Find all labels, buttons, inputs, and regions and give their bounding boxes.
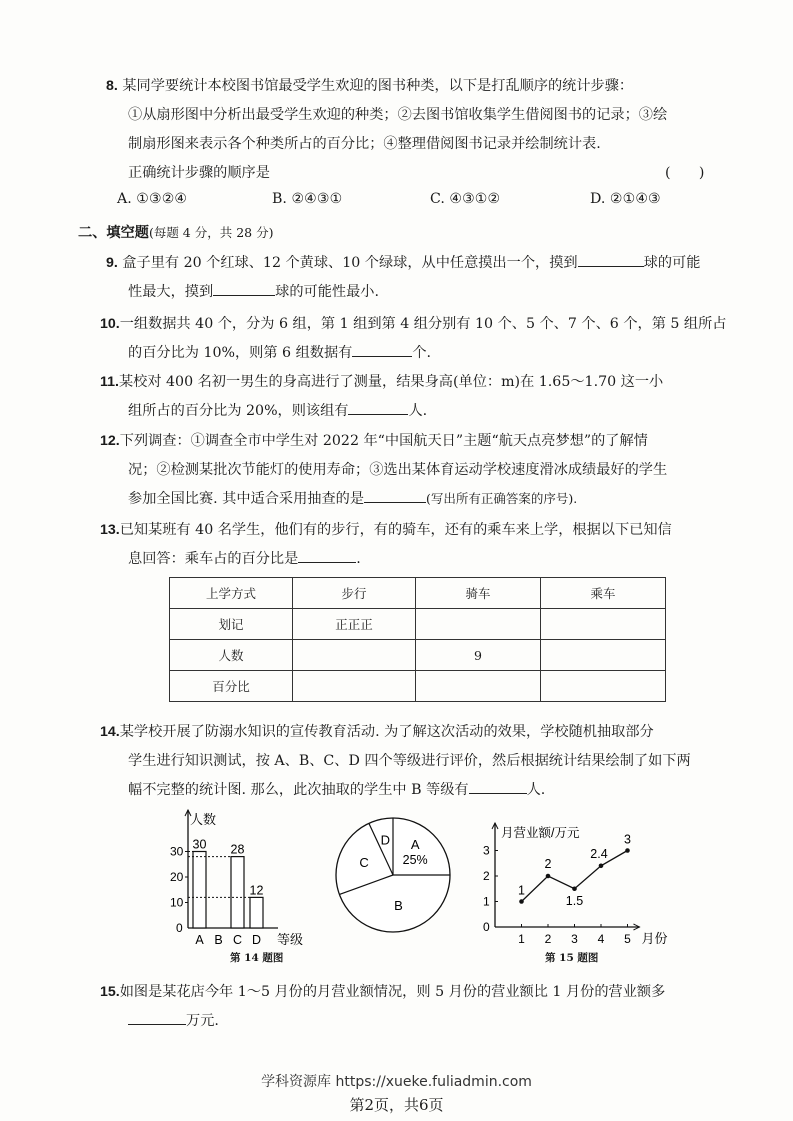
answer-blank[interactable] [298, 548, 356, 563]
q11-line2: 组所占的百分比为 20%，则该组有 人. [128, 400, 427, 420]
table-header-cell: 步行 [293, 578, 416, 609]
q12-line3: 参加全国比赛. 其中适合采用抽查的是 (写出所有正确答案的序号). [128, 488, 577, 508]
section-title: 二、填空题(每题 4 分，共 28 分) [78, 225, 274, 241]
x-axis-label: 等级 [277, 932, 304, 947]
watermark-text: 学科资源库 https://xueke.fuliadmin.com [261, 1074, 532, 1090]
data-label: 30 [192, 837, 207, 852]
pie-label-A: A [410, 836, 420, 852]
y-tick-label: 0 [483, 920, 490, 934]
q10-line1: 10.一组数据共 40 个，分为 6 组，第 1 组到第 4 组分别有 10 个、5 个、7 个、6 个，第 5 组所占 [100, 316, 727, 332]
data-point [546, 874, 551, 879]
table-cell [416, 609, 541, 640]
table-cell [541, 640, 666, 671]
x-tick-label: 4 [597, 932, 605, 946]
bar-chart [160, 800, 320, 948]
pie-label-C: C [359, 855, 369, 871]
data-label: 1.5 [565, 893, 584, 908]
pie-percent-label: 25% [402, 852, 428, 867]
y-tick-label: 10 [170, 895, 184, 910]
x-tick-label: A [195, 933, 204, 947]
pie-label-D: D [380, 832, 391, 848]
table-row [170, 640, 666, 671]
q8-line1: 8. 某同学要统计本校图书馆最受学生欢迎的图书种类，以下是打乱顺序的统计步骤： [106, 78, 634, 94]
q8-line3: 制扇形图来表示各个种类所占的百分比；④整理借阅图书记录并绘制统计表. [128, 136, 601, 152]
data-point [599, 864, 604, 869]
x-tick-label: C [232, 933, 243, 947]
tally-table [169, 577, 666, 702]
y-tick-label: 1 [483, 894, 490, 909]
q11-line1: 11.某校对 400 名初一男生的身高进行了测量，结果身高(单位：m)在 1.65～1.70 这一小 [100, 374, 664, 390]
page-number: 第2页，共6页 [349, 1096, 444, 1114]
answer-blank[interactable] [128, 1010, 186, 1025]
data-point [625, 848, 630, 853]
answer-blank[interactable] [364, 488, 426, 503]
data-label: 3 [624, 832, 631, 847]
data-point [572, 886, 577, 891]
q8-line2: ①从扇形图中分析出最受学生欢迎的种类；②去图书馆收集学生借阅图书的记录；③绘 [128, 107, 668, 123]
q13-line2: 息回答：乘车占的百分比是 . [128, 548, 361, 568]
y-tick-label: 0 [176, 921, 183, 935]
y-tick-label: 30 [170, 844, 184, 859]
q10-line2: 的百分比为 10%，则第 6 组数据有 个. [128, 342, 431, 362]
table-cell [293, 671, 416, 702]
table-header-cell: 上学方式 [170, 578, 293, 609]
bar-A [193, 852, 206, 929]
bar-D [250, 897, 263, 928]
data-label: 2.4 [590, 846, 608, 861]
line-chart [475, 815, 685, 948]
pie-label-B: B [394, 897, 403, 913]
table-header-cell: 骑车 [416, 578, 541, 609]
q8-line4: 正确统计步骤的顺序是 [128, 165, 270, 181]
table-cell: 人数 [170, 640, 293, 671]
table-cell [541, 671, 666, 702]
table-cell [293, 640, 416, 671]
table-cell: 正正正 [293, 609, 416, 640]
answer-blank[interactable] [352, 342, 412, 357]
answer-blank[interactable] [348, 400, 408, 415]
x-axis-label: 月份 [641, 931, 668, 946]
table-cell: 9 [416, 640, 541, 671]
table-cell [541, 609, 666, 640]
q12-line2: 况；②检测某批次节能灯的使用寿命；③选出某体育运动学校速度滑冰成绩最好的学生 [128, 462, 668, 478]
x-tick-label: D [251, 933, 262, 947]
table-header-cell: 乘车 [541, 578, 666, 609]
q13-line1: 13.已知某班有 40 名学生，他们有的步行，有的骑车，还有的乘车来上学，根据以下已知信 [100, 522, 672, 538]
answer-blank[interactable] [213, 281, 275, 296]
table-row [170, 609, 666, 640]
q15-line2: 万元. [128, 1010, 219, 1030]
y-tick-label: 20 [170, 870, 184, 884]
pie-chart [330, 815, 460, 935]
table-cell: 百分比 [170, 671, 293, 702]
table-header-row [170, 578, 666, 609]
data-label: 12 [249, 883, 264, 898]
figure-caption-14: 第 14 题图 [230, 952, 284, 964]
q8-option-a: A. ①③②④ [117, 191, 188, 207]
answer-blank[interactable] [578, 252, 644, 267]
q8-option-d: D. ②①④③ [590, 191, 661, 207]
bar-C [231, 857, 244, 928]
q15-line1: 15.如图是某花店今年 1～5 月份的月营业额情况，则 5 月份的营业额比 1 月份的营业额多 [100, 984, 666, 1000]
q14-line3: 幅不完整的统计图. 那么，此次抽取的学生中 B 等级有 人. [128, 779, 545, 799]
answer-blank[interactable] [469, 779, 527, 794]
x-tick-label: 2 [544, 932, 552, 946]
q8-option-b: B. ②④③① [272, 191, 343, 207]
data-point [519, 899, 524, 904]
table-cell [416, 671, 541, 702]
y-tick-label: 2 [483, 869, 490, 883]
q9-line1: 9. 盒子里有 20 个红球、12 个黄球、10 个绿球，从中任意摸出一个，摸到 球的可能 [106, 252, 700, 272]
data-label: 28 [230, 842, 245, 857]
q14-line1: 14.某学校开展了防溺水知识的宣传教育活动. 为了解这次活动的效果，学校随机抽取部分 [100, 724, 654, 740]
x-tick-label: B [214, 933, 223, 947]
q12-line1: 12.下列调查：①调查全市中学生对 2022 年“中国航天日”主题“航天点亮梦想”的了解情 [100, 433, 648, 449]
data-label: 1 [518, 883, 525, 898]
data-label: 2 [544, 857, 552, 871]
x-tick-label: 5 [624, 932, 631, 946]
q14-line2: 学生进行知识测试，按 A、B、C、D 四个等级进行评价，然后根据统计结果绘制了如下两 [128, 753, 691, 769]
y-axis-label: 人数 [190, 812, 217, 827]
y-axis-label: 月营业额/万元 [501, 826, 580, 840]
q8-option-c: C. ④③①② [430, 191, 501, 207]
answer-paren: ( ) [665, 165, 705, 181]
q9-line2: 性最大，摸到 球的可能性最小. [128, 281, 379, 301]
x-tick-label: 1 [518, 932, 525, 946]
x-tick-label: 3 [571, 932, 578, 946]
table-row [170, 671, 666, 702]
y-tick-label: 3 [483, 843, 490, 858]
figure-caption-15: 第 15 题图 [545, 952, 599, 964]
table-cell: 划记 [170, 609, 293, 640]
